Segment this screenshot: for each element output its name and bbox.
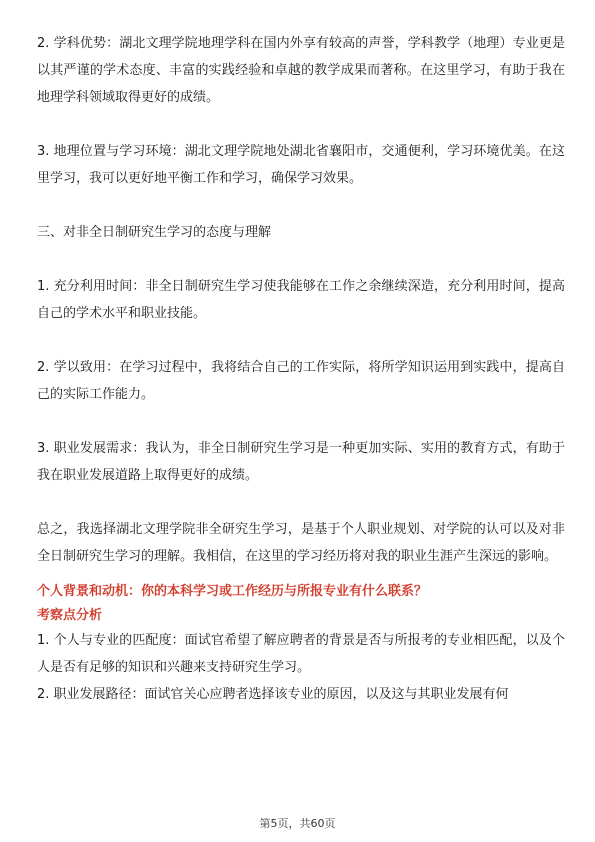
paragraph-subject-advantage: 2. 学科优势：湖北文理学院地理学科在国内外享有较高的声誉，学科教学（地理）专业更是以其严谨的学术态度、丰富的实践经验和卓越的教学成果而著称。在这里学习，有助于我在地理学科领域取得更好的成绩。 <box>37 36 565 105</box>
analysis-label: 考察点分析 <box>37 608 103 623</box>
question-title: 个人背景和动机：你的本科学习或工作经历与所报专业有什么联系？ <box>37 584 428 599</box>
paragraph-location-environment: 3. 地理位置与学习环境：湖北文理学院地处湖北省襄阳市，交通便利，学习环境优美。在这里学习，我可以更好地平衡工作和学习，确保学习效果。 <box>37 144 565 186</box>
paragraph-time-use: 1. 充分利用时间：非全日制研究生学习使我能够在工作之余继续深造，充分利用时间，提高自己的学术水平和职业技能。 <box>37 279 565 321</box>
document-page <box>37 30 565 708</box>
analysis-item-match: 1. 个人与专业的匹配度：面试官希望了解应聘者的背景是否与所报考的专业相匹配，以及个人是否有足够的知识和兴趣来支持研究生学习。 <box>37 633 565 675</box>
section-heading-attitude: 三、对非全日制研究生学习的态度与理解 <box>37 225 272 240</box>
paragraph-apply-learning: 2. 学以致用：在学习过程中，我将结合自己的工作实际，将所学知识运用到实践中，提高自己的实际工作能力。 <box>37 360 565 402</box>
page-number: 第5页，共60页 <box>259 817 336 830</box>
paragraph-career-needs: 3. 职业发展需求：我认为，非全日制研究生学习是一种更加实际、实用的教育方式，有助于我在职业发展道路上取得更好的成绩。 <box>37 441 565 483</box>
analysis-item-career-path: 2. 职业发展路径：面试官关心应聘者选择该专业的原因，以及这与其职业发展有何 <box>37 687 509 702</box>
paragraph-conclusion: 总之，我选择湖北文理学院非全研究生学习，是基于个人职业规划、对学院的认可以及对非全日制研究生学习的理解。我相信，在这里的学习经历将对我的职业生涯产生深远的影响。 <box>37 522 565 564</box>
